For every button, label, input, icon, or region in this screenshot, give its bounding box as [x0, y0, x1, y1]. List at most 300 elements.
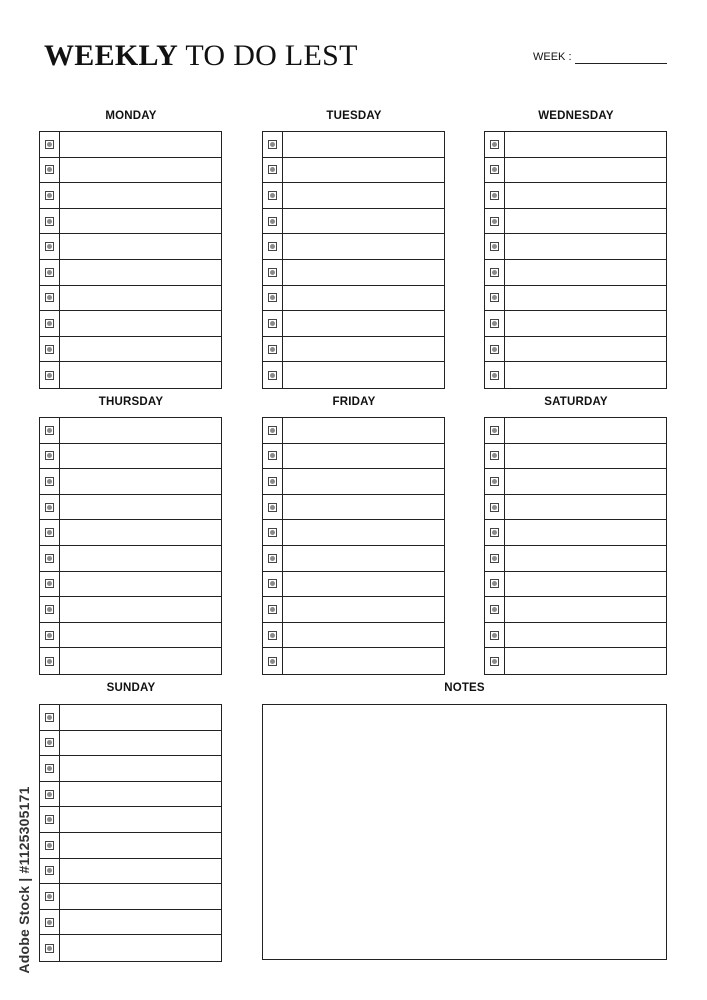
- checkbox-dot-icon: [47, 607, 52, 612]
- task-row: [263, 209, 444, 235]
- task-entry-field[interactable]: [505, 132, 666, 157]
- task-entry-field[interactable]: [60, 337, 221, 362]
- week-input-line[interactable]: [575, 63, 667, 64]
- task-checkbox[interactable]: [268, 140, 277, 149]
- task-entry-field[interactable]: [505, 648, 666, 674]
- task-entry-field[interactable]: [60, 469, 221, 494]
- task-checkbox[interactable]: [45, 319, 54, 328]
- task-entry-field[interactable]: [60, 158, 221, 183]
- task-entry-field[interactable]: [283, 469, 444, 494]
- task-entry-field[interactable]: [505, 520, 666, 545]
- task-checkbox[interactable]: [45, 268, 54, 277]
- task-entry-field[interactable]: [283, 362, 444, 388]
- task-row: [485, 495, 666, 521]
- notes-heading: NOTES: [444, 682, 485, 694]
- task-entry-field[interactable]: [283, 286, 444, 311]
- checkbox-dot-icon: [47, 244, 52, 249]
- task-row: [263, 495, 444, 521]
- task-entry-field[interactable]: [283, 209, 444, 234]
- task-entry-field[interactable]: [505, 158, 666, 183]
- checkbox-cell: [485, 648, 505, 674]
- task-entry-field[interactable]: [60, 756, 221, 781]
- task-checkbox[interactable]: [45, 140, 54, 149]
- task-row: [40, 756, 221, 782]
- checkbox-cell: [40, 935, 60, 961]
- task-row: [485, 546, 666, 572]
- checkbox-cell: [263, 260, 283, 285]
- task-checkbox[interactable]: [490, 217, 499, 226]
- task-checkbox[interactable]: [268, 426, 277, 435]
- task-row: [485, 362, 666, 388]
- task-checkbox[interactable]: [490, 554, 499, 563]
- checkbox-cell: [263, 444, 283, 469]
- checkbox-cell: [263, 362, 283, 388]
- task-row: [263, 286, 444, 312]
- task-row: [40, 546, 221, 572]
- task-checkbox[interactable]: [45, 293, 54, 302]
- checkbox-dot-icon: [492, 244, 497, 249]
- task-checkbox[interactable]: [490, 293, 499, 302]
- task-row: [485, 209, 666, 235]
- checkbox-cell: [485, 234, 505, 259]
- task-checkbox[interactable]: [268, 217, 277, 226]
- task-checkbox[interactable]: [45, 815, 54, 824]
- task-row: [485, 648, 666, 674]
- task-entry-field[interactable]: [60, 833, 221, 858]
- checkbox-cell: [40, 260, 60, 285]
- checkbox-cell: [485, 520, 505, 545]
- task-entry-field[interactable]: [60, 623, 221, 648]
- checkbox-dot-icon: [47, 659, 52, 664]
- task-entry-field[interactable]: [60, 782, 221, 807]
- task-row: [40, 597, 221, 623]
- task-checkbox[interactable]: [45, 345, 54, 354]
- checkbox-dot-icon: [270, 530, 275, 535]
- title-rest: TO DO LEST: [185, 39, 358, 72]
- checkbox-dot-icon: [492, 453, 497, 458]
- task-checkbox[interactable]: [490, 579, 499, 588]
- task-entry-field[interactable]: [505, 337, 666, 362]
- task-checkbox[interactable]: [45, 165, 54, 174]
- task-entry-field[interactable]: [60, 935, 221, 961]
- task-checkbox[interactable]: [268, 503, 277, 512]
- task-row: [40, 234, 221, 260]
- checkbox-cell: [40, 234, 60, 259]
- checkbox-dot-icon: [492, 270, 497, 275]
- task-entry-field[interactable]: [505, 286, 666, 311]
- checkbox-dot-icon: [270, 505, 275, 510]
- task-checkbox[interactable]: [268, 319, 277, 328]
- task-entry-field[interactable]: [60, 705, 221, 730]
- checkbox-cell: [40, 444, 60, 469]
- task-checkbox[interactable]: [268, 345, 277, 354]
- task-checkbox[interactable]: [45, 866, 54, 875]
- checkbox-dot-icon: [47, 167, 52, 172]
- task-entry-field[interactable]: [505, 362, 666, 388]
- checkbox-dot-icon: [270, 167, 275, 172]
- task-checkbox[interactable]: [45, 477, 54, 486]
- task-entry-field[interactable]: [283, 546, 444, 571]
- task-checkbox[interactable]: [490, 631, 499, 640]
- checklist-sunday: [39, 704, 222, 962]
- checkbox-dot-icon: [492, 530, 497, 535]
- task-checkbox[interactable]: [268, 191, 277, 200]
- task-entry-field[interactable]: [283, 234, 444, 259]
- task-row: [485, 623, 666, 649]
- task-checkbox[interactable]: [45, 790, 54, 799]
- task-entry-field[interactable]: [283, 623, 444, 648]
- page-title: [44, 36, 358, 76]
- task-checkbox[interactable]: [45, 528, 54, 537]
- task-entry-field[interactable]: [505, 418, 666, 443]
- task-entry-field[interactable]: [60, 597, 221, 622]
- checkbox-cell: [485, 546, 505, 571]
- checkbox-cell: [40, 859, 60, 884]
- task-row: [263, 597, 444, 623]
- checkbox-dot-icon: [47, 321, 52, 326]
- checkbox-dot-icon: [47, 270, 52, 275]
- task-checkbox[interactable]: [268, 371, 277, 380]
- task-entry-field[interactable]: [283, 648, 444, 674]
- task-row: [263, 158, 444, 184]
- task-entry-field[interactable]: [283, 572, 444, 597]
- checkbox-cell: [263, 572, 283, 597]
- task-checkbox[interactable]: [268, 293, 277, 302]
- checkbox-cell: [40, 546, 60, 571]
- task-checkbox[interactable]: [45, 738, 54, 747]
- checkbox-dot-icon: [47, 219, 52, 224]
- checkbox-dot-icon: [47, 479, 52, 484]
- checkbox-dot-icon: [270, 607, 275, 612]
- checkbox-cell: [263, 311, 283, 336]
- checkbox-dot-icon: [270, 142, 275, 147]
- task-entry-field[interactable]: [60, 183, 221, 208]
- checkbox-dot-icon: [270, 581, 275, 586]
- task-row: [40, 782, 221, 808]
- checkbox-cell: [40, 495, 60, 520]
- task-checkbox[interactable]: [490, 140, 499, 149]
- day-heading-friday: FRIDAY: [332, 396, 376, 408]
- checkbox-dot-icon: [47, 817, 52, 822]
- task-checkbox[interactable]: [268, 605, 277, 614]
- checkbox-cell: [40, 782, 60, 807]
- task-checkbox[interactable]: [490, 371, 499, 380]
- task-checkbox[interactable]: [490, 191, 499, 200]
- task-checkbox[interactable]: [490, 657, 499, 666]
- task-row: [40, 337, 221, 363]
- task-entry-field[interactable]: [283, 597, 444, 622]
- checkbox-dot-icon: [47, 792, 52, 797]
- checkbox-cell: [40, 884, 60, 909]
- checkbox-cell: [40, 807, 60, 832]
- checkbox-cell: [40, 623, 60, 648]
- checkbox-dot-icon: [47, 740, 52, 745]
- task-checkbox[interactable]: [45, 217, 54, 226]
- task-entry-field[interactable]: [505, 260, 666, 285]
- task-checkbox[interactable]: [45, 892, 54, 901]
- checklist-friday: [262, 417, 445, 675]
- task-row: [263, 444, 444, 470]
- task-entry-field[interactable]: [505, 209, 666, 234]
- task-checkbox[interactable]: [490, 477, 499, 486]
- task-entry-field[interactable]: [505, 311, 666, 336]
- task-checkbox[interactable]: [268, 477, 277, 486]
- task-checkbox[interactable]: [490, 165, 499, 174]
- task-entry-field[interactable]: [60, 884, 221, 909]
- day-heading-thursday: THURSDAY: [98, 396, 164, 408]
- task-entry-field[interactable]: [283, 444, 444, 469]
- task-entry-field[interactable]: [60, 859, 221, 884]
- checkbox-cell: [40, 158, 60, 183]
- task-entry-field[interactable]: [283, 337, 444, 362]
- task-row: [263, 418, 444, 444]
- checkbox-cell: [40, 648, 60, 674]
- checkbox-cell: [40, 910, 60, 935]
- checkbox-cell: [485, 337, 505, 362]
- checkbox-dot-icon: [270, 479, 275, 484]
- checkbox-cell: [485, 286, 505, 311]
- checkbox-cell: [40, 209, 60, 234]
- task-checkbox[interactable]: [490, 503, 499, 512]
- checkbox-dot-icon: [47, 715, 52, 720]
- task-entry-field[interactable]: [60, 807, 221, 832]
- task-checkbox[interactable]: [45, 605, 54, 614]
- task-entry-field[interactable]: [60, 234, 221, 259]
- task-row: [263, 520, 444, 546]
- task-checkbox[interactable]: [268, 554, 277, 563]
- task-checkbox[interactable]: [45, 451, 54, 460]
- task-row: [40, 648, 221, 674]
- checkbox-dot-icon: [492, 295, 497, 300]
- task-row: [263, 469, 444, 495]
- checkbox-dot-icon: [47, 142, 52, 147]
- task-checkbox[interactable]: [268, 579, 277, 588]
- task-entry-field[interactable]: [60, 648, 221, 674]
- checkbox-cell: [485, 597, 505, 622]
- task-checkbox[interactable]: [45, 764, 54, 773]
- checkbox-dot-icon: [47, 843, 52, 848]
- checkbox-dot-icon: [47, 946, 52, 951]
- task-row: [263, 183, 444, 209]
- task-entry-field[interactable]: [505, 623, 666, 648]
- task-checkbox[interactable]: [490, 319, 499, 328]
- task-checkbox[interactable]: [490, 451, 499, 460]
- task-row: [485, 260, 666, 286]
- task-row: [485, 520, 666, 546]
- task-row: [40, 935, 221, 961]
- checkbox-dot-icon: [492, 505, 497, 510]
- checkbox-cell: [263, 597, 283, 622]
- task-checkbox[interactable]: [45, 371, 54, 380]
- task-entry-field[interactable]: [60, 311, 221, 336]
- task-entry-field[interactable]: [60, 495, 221, 520]
- task-checkbox[interactable]: [490, 268, 499, 277]
- checkbox-dot-icon: [492, 142, 497, 147]
- checkbox-cell: [485, 183, 505, 208]
- task-entry-field[interactable]: [283, 158, 444, 183]
- checkbox-cell: [263, 286, 283, 311]
- task-row: [40, 183, 221, 209]
- checklist-monday: [39, 131, 222, 389]
- task-checkbox[interactable]: [45, 841, 54, 850]
- task-entry-field[interactable]: [283, 418, 444, 443]
- task-entry-field[interactable]: [505, 183, 666, 208]
- checkbox-dot-icon: [270, 633, 275, 638]
- task-checkbox[interactable]: [45, 631, 54, 640]
- task-checkbox[interactable]: [45, 191, 54, 200]
- task-checkbox[interactable]: [268, 268, 277, 277]
- task-entry-field[interactable]: [60, 418, 221, 443]
- task-entry-field[interactable]: [60, 572, 221, 597]
- task-entry-field[interactable]: [283, 132, 444, 157]
- task-row: [485, 418, 666, 444]
- task-row: [485, 183, 666, 209]
- task-entry-field[interactable]: [60, 520, 221, 545]
- checkbox-cell: [485, 311, 505, 336]
- checkbox-cell: [263, 183, 283, 208]
- task-entry-field[interactable]: [60, 132, 221, 157]
- task-entry-field[interactable]: [505, 546, 666, 571]
- task-entry-field[interactable]: [60, 444, 221, 469]
- checkbox-cell: [485, 158, 505, 183]
- checkbox-dot-icon: [270, 373, 275, 378]
- task-entry-field[interactable]: [505, 572, 666, 597]
- day-heading-monday: MONDAY: [105, 110, 157, 122]
- task-entry-field[interactable]: [283, 260, 444, 285]
- checkbox-dot-icon: [47, 556, 52, 561]
- task-entry-field[interactable]: [60, 286, 221, 311]
- task-checkbox[interactable]: [268, 165, 277, 174]
- task-checkbox[interactable]: [268, 631, 277, 640]
- day-heading-wednesday: WEDNESDAY: [538, 110, 614, 122]
- task-row: [40, 859, 221, 885]
- task-checkbox[interactable]: [268, 242, 277, 251]
- task-row: [40, 731, 221, 757]
- checkbox-cell: [263, 623, 283, 648]
- checkbox-cell: [263, 209, 283, 234]
- task-row: [40, 807, 221, 833]
- task-checkbox[interactable]: [45, 579, 54, 588]
- task-entry-field[interactable]: [60, 260, 221, 285]
- checkbox-cell: [40, 132, 60, 157]
- checkbox-cell: [40, 469, 60, 494]
- task-entry-field[interactable]: [60, 731, 221, 756]
- checkbox-cell: [40, 337, 60, 362]
- task-checkbox[interactable]: [268, 528, 277, 537]
- checkbox-cell: [485, 444, 505, 469]
- checkbox-dot-icon: [47, 295, 52, 300]
- checkbox-cell: [40, 418, 60, 443]
- checkbox-dot-icon: [270, 428, 275, 433]
- checkbox-dot-icon: [270, 219, 275, 224]
- task-checkbox[interactable]: [45, 242, 54, 251]
- task-row: [40, 520, 221, 546]
- task-row: [485, 158, 666, 184]
- task-entry-field[interactable]: [283, 495, 444, 520]
- task-entry-field[interactable]: [60, 910, 221, 935]
- task-row: [263, 648, 444, 674]
- task-checkbox[interactable]: [45, 918, 54, 927]
- task-entry-field[interactable]: [283, 183, 444, 208]
- task-row: [40, 833, 221, 859]
- checkbox-cell: [263, 520, 283, 545]
- checkbox-cell: [40, 833, 60, 858]
- checkbox-cell: [485, 132, 505, 157]
- checkbox-cell: [485, 623, 505, 648]
- checkbox-dot-icon: [492, 428, 497, 433]
- day-heading-sunday: SUNDAY: [106, 682, 156, 694]
- task-checkbox[interactable]: [490, 528, 499, 537]
- task-checkbox[interactable]: [45, 657, 54, 666]
- task-checkbox[interactable]: [45, 554, 54, 563]
- task-entry-field[interactable]: [505, 444, 666, 469]
- side-watermark-text: Adobe Stock | #1125305171: [16, 786, 32, 974]
- task-checkbox[interactable]: [268, 657, 277, 666]
- task-checkbox[interactable]: [268, 451, 277, 460]
- checkbox-dot-icon: [47, 530, 52, 535]
- task-checkbox[interactable]: [45, 944, 54, 953]
- checkbox-dot-icon: [492, 633, 497, 638]
- task-row: [40, 572, 221, 598]
- task-checkbox[interactable]: [45, 426, 54, 435]
- checkbox-dot-icon: [492, 556, 497, 561]
- task-entry-field[interactable]: [505, 597, 666, 622]
- task-row: [263, 572, 444, 598]
- task-entry-field[interactable]: [505, 495, 666, 520]
- task-checkbox[interactable]: [45, 713, 54, 722]
- task-entry-field[interactable]: [60, 362, 221, 388]
- task-row: [40, 623, 221, 649]
- task-checkbox[interactable]: [490, 426, 499, 435]
- task-row: [485, 469, 666, 495]
- task-entry-field[interactable]: [60, 209, 221, 234]
- notes-area[interactable]: [262, 704, 667, 960]
- task-checkbox[interactable]: [45, 503, 54, 512]
- checkbox-dot-icon: [270, 659, 275, 664]
- task-checkbox[interactable]: [490, 605, 499, 614]
- task-entry-field[interactable]: [505, 469, 666, 494]
- task-row: [40, 705, 221, 731]
- task-entry-field[interactable]: [283, 520, 444, 545]
- checkbox-cell: [263, 495, 283, 520]
- task-checkbox[interactable]: [490, 345, 499, 354]
- task-entry-field[interactable]: [505, 234, 666, 259]
- checkbox-cell: [40, 183, 60, 208]
- checkbox-dot-icon: [47, 868, 52, 873]
- checkbox-cell: [485, 495, 505, 520]
- checkbox-dot-icon: [492, 479, 497, 484]
- checkbox-dot-icon: [492, 167, 497, 172]
- task-checkbox[interactable]: [490, 242, 499, 251]
- checkbox-cell: [263, 418, 283, 443]
- checkbox-cell: [485, 260, 505, 285]
- checkbox-dot-icon: [492, 321, 497, 326]
- checkbox-dot-icon: [270, 453, 275, 458]
- task-entry-field[interactable]: [283, 311, 444, 336]
- day-heading-saturday: SATURDAY: [544, 396, 608, 408]
- task-row: [263, 623, 444, 649]
- checklist-wednesday: [484, 131, 667, 389]
- checklist-thursday: [39, 417, 222, 675]
- checkbox-cell: [40, 731, 60, 756]
- task-row: [263, 546, 444, 572]
- task-entry-field[interactable]: [60, 546, 221, 571]
- checkbox-dot-icon: [47, 373, 52, 378]
- task-row: [485, 444, 666, 470]
- checkbox-cell: [40, 520, 60, 545]
- checkbox-dot-icon: [47, 920, 52, 925]
- task-row: [263, 337, 444, 363]
